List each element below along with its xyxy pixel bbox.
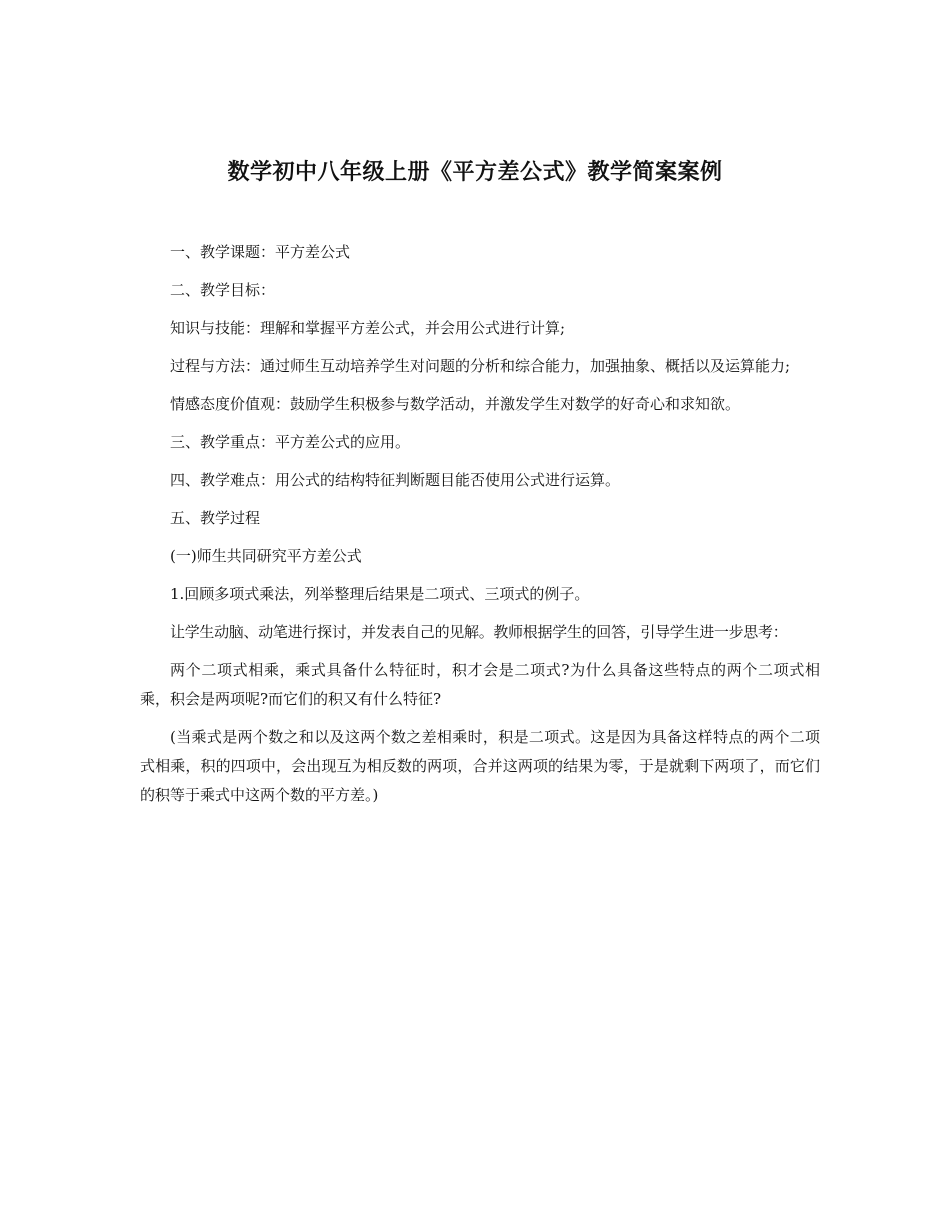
paragraph-section-one: (一)师生共同研究平方差公式	[170, 547, 362, 565]
paragraph-student-discussion: 让学生动脑、动笔进行探讨，并发表自己的见解。教师根据学生的回答，引导学生进一步思考：	[170, 623, 788, 641]
paragraph-explanation: (当乘式是两个数之和以及这两个数之差相乘时，积是二项式。这是因为具备这样特点的两个二项式相乘，积的四项中，会出现互为相反数的两项，合并这两项的结果为零，于是就剩下两项了，而它们的积等于乘式中这两个数的平方差。)	[140, 728, 820, 804]
paragraph-process-methods: 过程与方法：通过师生互动培养学生对问题的分析和综合能力，加强抽象、概括以及运算能力;	[170, 357, 791, 375]
paragraph-review-step: 1.回顾多项式乘法，列举整理后结果是二项式、三项式的例子。	[170, 585, 590, 603]
paragraph-knowledge-skills: 知识与技能：理解和掌握平方差公式，并会用公式进行计算;	[170, 319, 566, 337]
paragraph-objectives-heading: 二、教学目标：	[170, 281, 276, 299]
paragraph-attitudes-values: 情感态度价值观：鼓励学生积极参与数学活动，并激发学生对数学的好奇心和求知欲。	[170, 395, 741, 413]
document-title: 数学初中八年级上册《平方差公式》教学简案案例	[227, 160, 723, 185]
paragraph-lesson-topic: 一、教学课题：平方差公式	[170, 243, 351, 261]
document-body	[140, 238, 820, 819]
paragraph-guiding-question: 两个二项式相乘，乘式具备什么特征时，积才会是二项式?为什么具备这些特点的两个二项式相乘，积会是两项呢?而它们的积又有什么特征?	[140, 661, 820, 708]
paragraph-process-heading: 五、教学过程	[170, 509, 261, 527]
paragraph-key-point: 三、教学重点：平方差公式的应用。	[170, 433, 411, 451]
paragraph-difficult-point: 四、教学难点：用公式的结构特征判断题目能否使用公式进行运算。	[170, 471, 621, 489]
